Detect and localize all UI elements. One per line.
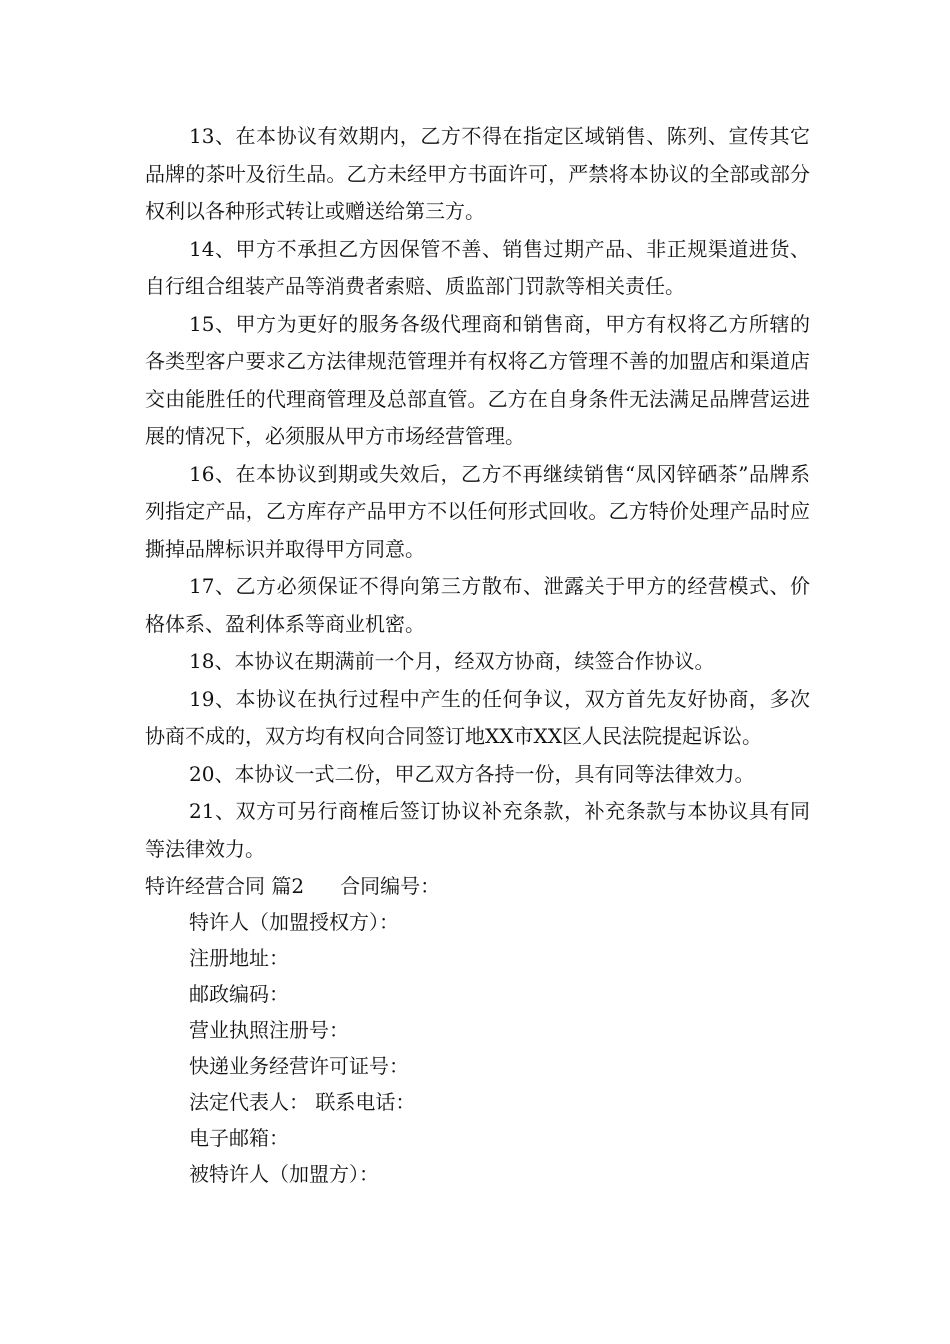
field-franchisee: 被特许人（加盟方）：	[189, 1162, 379, 1186]
clause-19: 19、本协议在执行过程中产生的任何争议，双方首先友好协商，多次协商不成的，双方均有权向合同签订地XX市XX区人民法院提起诉讼。	[145, 686, 810, 748]
section-title: 特许经营合同 篇2	[145, 874, 305, 898]
field-registered-address: 注册地址：	[189, 946, 289, 970]
document-page	[145, 118, 810, 1192]
clause-16: 16、在本协议到期或失效后，乙方不再继续销售“凤冈锌硒茶”品牌系列指定产品，乙方库存产品甲方不以任何形式回收。乙方特价处理产品时应撕掉品牌标识并取得甲方同意。	[145, 461, 810, 561]
clause-14: 14、甲方不承担乙方因保管不善、销售过期产品、非正规渠道进货、自行组合组装产品等消费者索赔、质监部门罚款等相关责任。	[145, 236, 810, 298]
clause-17: 17、乙方必须保证不得向第三方散布、泄露关于甲方的经营模式、价格体系、盈利体系等商业机密。	[145, 574, 810, 636]
field-legal-rep-phone: 法定代表人： 联系电话：	[189, 1090, 416, 1114]
section-heading	[145, 868, 810, 904]
field-franchisor: 特许人（加盟授权方）：	[189, 910, 399, 934]
clause-15: 15、甲方为更好的服务各级代理商和销售商，甲方有权将乙方所辖的各类型客户要求乙方法律规范管理并有权将乙方管理不善的加盟店和渠道店交由能胜任的代理商管理及总部直管。乙方在自身条件无法满足品牌营运进展的情况下，必须服从甲方市场经营管理。	[145, 311, 810, 448]
clause-21: 21、双方可另行商榷后签订协议补充条款，补充条款与本协议具有同等法律效力。	[145, 799, 810, 861]
clause-13: 13、在本协议有效期内，乙方不得在指定区域销售、陈列、宣传其它品牌的茶叶及衍生品。乙方未经甲方书面许可，严禁将本协议的全部或部分权利以各种形式转让或赠送给第三方。	[145, 124, 810, 223]
field-postal-code: 邮政编码：	[189, 982, 289, 1006]
clause-20: 20、本协议一式二份，甲乙双方各持一份，具有同等法律效力。	[189, 761, 755, 786]
field-business-license-no: 营业执照注册号：	[189, 1018, 349, 1042]
field-express-license-no: 快递业务经营许可证号：	[189, 1054, 409, 1078]
clause-18: 18、本协议在期满前一个月，经双方协商，续签合作协议。	[189, 649, 715, 673]
field-email: 电子邮箱：	[189, 1126, 289, 1150]
contract-number-label: 合同编号：	[340, 874, 441, 898]
